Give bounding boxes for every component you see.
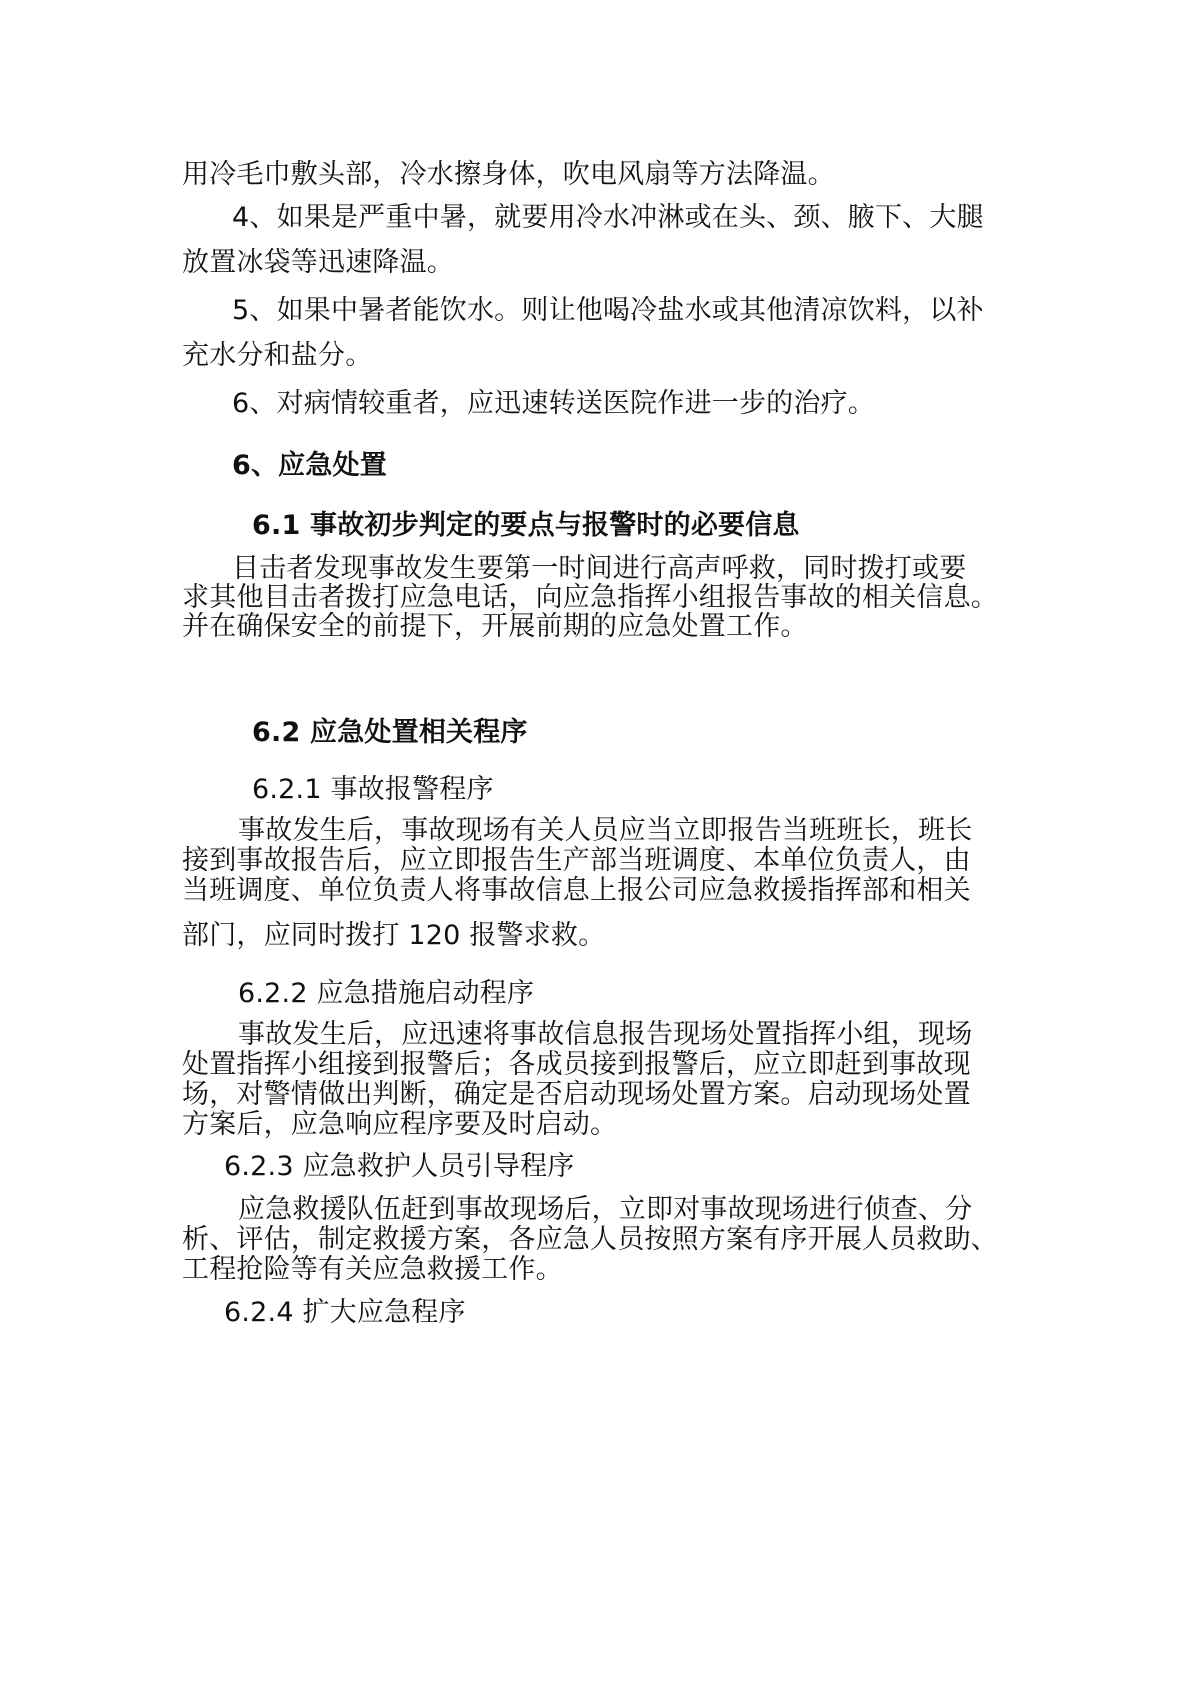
body-text-line: 用冷毛巾敷头部，冷水擦身体，吹电风扇等方法降温。 xyxy=(182,159,835,190)
body-text-line: 接到事故报告后，应立即报告生产部当班调度、本单位负责人，由 xyxy=(182,845,971,876)
body-text-line: 当班调度、单位负责人将事故信息上报公司应急救援指挥部和相关 xyxy=(182,875,971,906)
body-text-line: 事故发生后，应迅速将事故信息报告现场处置指挥小组，现场 xyxy=(238,1019,973,1050)
subsection-heading: 6.2 应急处置相关程序 xyxy=(252,717,528,748)
body-text-line: 事故发生后，事故现场有关人员应当立即报告当班班长，班长 xyxy=(238,815,973,846)
section-heading: 6、应急处置 xyxy=(232,450,387,481)
body-text-line: 充水分和盐分。 xyxy=(182,340,373,371)
body-text-line: 场，对警情做出判断，确定是否启动现场处置方案。启动现场处置 xyxy=(182,1079,971,1110)
body-text-line: 工程抢险等有关应急救援工作。 xyxy=(182,1254,563,1285)
subsection-heading: 6.1 事故初步判定的要点与报警时的必要信息 xyxy=(252,510,800,541)
body-text-line: 方案后，应急响应程序要及时启动。 xyxy=(182,1109,618,1140)
body-text-line: 析、评估，制定救援方案，各应急人员按照方案有序开展人员救助、 xyxy=(182,1224,998,1255)
body-text-line: 并在确保安全的前提下，开展前期的应急处置工作。 xyxy=(182,611,808,642)
body-text-line: 5、如果中暑者能饮水。则让他喝冷盐水或其他清凉饮料，以补 xyxy=(232,295,984,326)
body-text-line: 处置指挥小组接到报警后；各成员接到报警后，应立即赶到事故现 xyxy=(182,1049,971,1080)
subsubsection-heading: 6.2.3 应急救护人员引导程序 xyxy=(224,1151,575,1182)
body-text-line: 6、对病情较重者，应迅速转送医院作进一步的治疗。 xyxy=(232,388,875,419)
subsubsection-heading: 6.2.2 应急措施启动程序 xyxy=(238,978,535,1009)
body-text-line: 放置冰袋等迅速降温。 xyxy=(182,247,454,278)
body-text-line: 部门，应同时拨打 120 报警求救。 xyxy=(182,920,606,951)
body-text-line: 目击者发现事故发生要第一时间进行高声呼救，同时拨打或要 xyxy=(232,553,967,584)
body-text-line: 应急救援队伍赶到事故现场后，立即对事故现场进行侦查、分 xyxy=(238,1194,973,1225)
body-text-line: 求其他目击者拨打应急电话，向应急指挥小组报告事故的相关信息。 xyxy=(182,582,998,613)
subsubsection-heading: 6.2.4 扩大应急程序 xyxy=(224,1297,466,1328)
subsubsection-heading: 6.2.1 事故报警程序 xyxy=(252,774,494,805)
body-text-line: 4、如果是严重中暑，就要用冷水冲淋或在头、颈、腋下、大腿 xyxy=(232,202,984,233)
